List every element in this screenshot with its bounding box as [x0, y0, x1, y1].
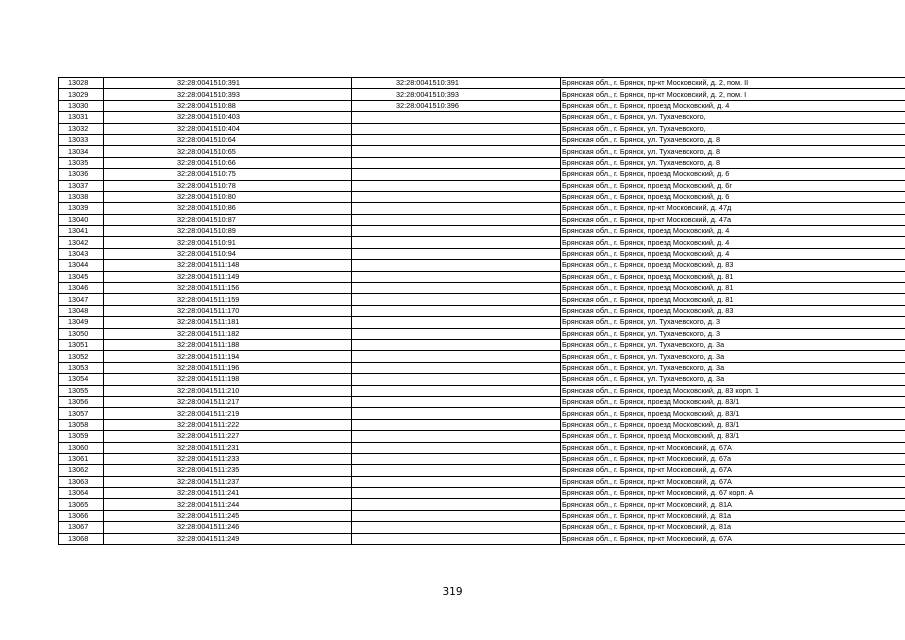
address-cell: Брянская обл., г. Брянск, ул. Тухачевского, д. 3а: [561, 339, 905, 350]
address-cell: Брянская обл., г. Брянск, проезд Московский, д. 81: [561, 283, 905, 294]
parent-cadastral-cell: [352, 431, 561, 442]
row-number-cell: 13042: [59, 237, 104, 248]
cadastral-number-cell: 32:28:0041510:393: [104, 89, 352, 100]
row-number-cell: 13058: [59, 419, 104, 430]
cadastral-number-cell: 32:28:0041510:94: [104, 248, 352, 259]
parent-cadastral-cell: [352, 305, 561, 316]
parent-cadastral-cell: [352, 339, 561, 350]
table-row: [59, 499, 905, 510]
row-number-cell: 13059: [59, 431, 104, 442]
row-number-cell: 13038: [59, 191, 104, 202]
cadastral-table-body: [59, 78, 905, 545]
parent-cadastral-cell: [352, 533, 561, 544]
row-number-cell: 13037: [59, 180, 104, 191]
cadastral-number-cell: 32:28:0041510:404: [104, 123, 352, 134]
address-cell: Брянская обл., г. Брянск, пр-кт Московский, д. 67 корп. А: [561, 488, 905, 499]
parent-cadastral-cell: [352, 226, 561, 237]
cadastral-number-cell: 32:28:0041511:194: [104, 351, 352, 362]
table-row: [59, 112, 905, 123]
cadastral-number-cell: 32:28:0041510:75: [104, 169, 352, 180]
table-row: [59, 465, 905, 476]
row-number-cell: 13046: [59, 283, 104, 294]
address-cell: Брянская обл., г. Брянск, проезд Московский, д. 4: [561, 248, 905, 259]
table-row: [59, 305, 905, 316]
table-row: [59, 385, 905, 396]
row-number-cell: 13050: [59, 328, 104, 339]
address-cell: Брянская обл., г. Брянск, пр-кт Московский, д. 67А: [561, 442, 905, 453]
row-number-cell: 13065: [59, 499, 104, 510]
address-cell: Брянская обл., г. Брянск, проезд Московский, д. 81: [561, 271, 905, 282]
cadastral-number-cell: 32:28:0041511:249: [104, 533, 352, 544]
row-number-cell: 13030: [59, 100, 104, 111]
parent-cadastral-cell: [352, 294, 561, 305]
cadastral-number-cell: 32:28:0041510:88: [104, 100, 352, 111]
address-cell: Брянская обл., г. Брянск, проезд Московский, д. 83 корп. 1: [561, 385, 905, 396]
address-cell: Брянская обл., г. Брянск, пр-кт Московский, д. 81а: [561, 522, 905, 533]
row-number-cell: 13061: [59, 453, 104, 464]
cadastral-number-cell: 32:28:0041511:219: [104, 408, 352, 419]
table-row: [59, 146, 905, 157]
table-row: [59, 339, 905, 350]
parent-cadastral-cell: 32:28:0041510:393: [352, 89, 561, 100]
address-cell: Брянская обл., г. Брянск, проезд Московский, д. 4: [561, 100, 905, 111]
table-row: [59, 408, 905, 419]
row-number-cell: 13043: [59, 248, 104, 259]
table-row: [59, 203, 905, 214]
row-number-cell: 13044: [59, 260, 104, 271]
table-row: [59, 476, 905, 487]
table-row: [59, 419, 905, 430]
parent-cadastral-cell: [352, 476, 561, 487]
parent-cadastral-cell: [352, 134, 561, 145]
address-cell: Брянская обл., г. Брянск, пр-кт Московский, д. 81а: [561, 510, 905, 521]
row-number-cell: 13029: [59, 89, 104, 100]
cadastral-number-cell: 32:28:0041511:233: [104, 453, 352, 464]
address-cell: Брянская обл., г. Брянск, ул. Тухачевского, д. 3а: [561, 351, 905, 362]
address-cell: Брянская обл., г. Брянск, пр-кт Московский, д. 47а: [561, 214, 905, 225]
parent-cadastral-cell: [352, 169, 561, 180]
cadastral-number-cell: 32:28:0041511:237: [104, 476, 352, 487]
parent-cadastral-cell: [352, 351, 561, 362]
parent-cadastral-cell: [352, 237, 561, 248]
cadastral-number-cell: 32:28:0041510:89: [104, 226, 352, 237]
row-number-cell: 13033: [59, 134, 104, 145]
row-number-cell: 13063: [59, 476, 104, 487]
address-cell: Брянская обл., г. Брянск, проезд Московский, д. 83: [561, 260, 905, 271]
table-row: [59, 488, 905, 499]
address-cell: Брянская обл., г. Брянск, пр-кт Московский, д. 67А: [561, 465, 905, 476]
row-number-cell: 13028: [59, 78, 104, 89]
address-cell: Брянская обл., г. Брянск, проезд Московский, д. 83/1: [561, 431, 905, 442]
table-row: [59, 294, 905, 305]
parent-cadastral-cell: [352, 317, 561, 328]
cadastral-number-cell: 32:28:0041510:391: [104, 78, 352, 89]
row-number-cell: 13031: [59, 112, 104, 123]
row-number-cell: 13052: [59, 351, 104, 362]
address-cell: Брянская обл., г. Брянск, ул. Тухачевского, д. 3: [561, 328, 905, 339]
table-row: [59, 396, 905, 407]
parent-cadastral-cell: [352, 248, 561, 259]
row-number-cell: 13036: [59, 169, 104, 180]
parent-cadastral-cell: [352, 191, 561, 202]
row-number-cell: 13064: [59, 488, 104, 499]
address-cell: Брянская обл., г. Брянск, проезд Московский, д. 6г: [561, 180, 905, 191]
cadastral-number-cell: 32:28:0041511:244: [104, 499, 352, 510]
table-row: [59, 328, 905, 339]
table-row: [59, 283, 905, 294]
cadastral-number-cell: 32:28:0041511:188: [104, 339, 352, 350]
cadastral-number-cell: 32:28:0041511:170: [104, 305, 352, 316]
row-number-cell: 13062: [59, 465, 104, 476]
row-number-cell: 13056: [59, 396, 104, 407]
address-cell: Брянская обл., г. Брянск, пр-кт Московский, д. 67а: [561, 453, 905, 464]
table-row: [59, 191, 905, 202]
row-number-cell: 13048: [59, 305, 104, 316]
table-row: [59, 260, 905, 271]
address-cell: Брянская обл., г. Брянск, пр-кт Московский, д. 47д: [561, 203, 905, 214]
parent-cadastral-cell: [352, 271, 561, 282]
cadastral-number-cell: 32:28:0041510:65: [104, 146, 352, 157]
parent-cadastral-cell: [352, 328, 561, 339]
parent-cadastral-cell: [352, 214, 561, 225]
address-cell: Брянская обл., г. Брянск, ул. Тухачевского, д. 8: [561, 146, 905, 157]
table-row: [59, 248, 905, 259]
parent-cadastral-cell: [352, 385, 561, 396]
row-number-cell: 13047: [59, 294, 104, 305]
table-row: [59, 226, 905, 237]
address-cell: Брянская обл., г. Брянск, пр-кт Московский, д. 2, пом. II: [561, 78, 905, 89]
cadastral-number-cell: 32:28:0041511:246: [104, 522, 352, 533]
row-number-cell: 13055: [59, 385, 104, 396]
parent-cadastral-cell: [352, 362, 561, 373]
parent-cadastral-cell: [352, 499, 561, 510]
table-row: [59, 522, 905, 533]
table-row: [59, 134, 905, 145]
address-cell: Брянская обл., г. Брянск, ул. Тухачевского, д. 3а: [561, 374, 905, 385]
row-number-cell: 13068: [59, 533, 104, 544]
address-cell: Брянская обл., г. Брянск, ул. Тухачевского, д. 8: [561, 134, 905, 145]
cadastral-number-cell: 32:28:0041510:80: [104, 191, 352, 202]
parent-cadastral-cell: [352, 157, 561, 168]
table-row: [59, 431, 905, 442]
row-number-cell: 13045: [59, 271, 104, 282]
table-row: [59, 89, 905, 100]
row-number-cell: 13039: [59, 203, 104, 214]
cadastral-number-cell: 32:28:0041511:231: [104, 442, 352, 453]
cadastral-number-cell: 32:28:0041510:91: [104, 237, 352, 248]
address-cell: Брянская обл., г. Брянск, проезд Московский, д. 83/1: [561, 408, 905, 419]
cadastral-number-cell: 32:28:0041511:148: [104, 260, 352, 271]
table-row: [59, 510, 905, 521]
table-row: [59, 169, 905, 180]
address-cell: Брянская обл., г. Брянск, проезд Московский, д. 6: [561, 191, 905, 202]
address-cell: Брянская обл., г. Брянск, проезд Московский, д. 6: [561, 169, 905, 180]
table-row: [59, 157, 905, 168]
row-number-cell: 13041: [59, 226, 104, 237]
cadastral-number-cell: 32:28:0041511:181: [104, 317, 352, 328]
parent-cadastral-cell: 32:28:0041510:391: [352, 78, 561, 89]
address-cell: Брянская обл., г. Брянск, пр-кт Московский, д. 67А: [561, 533, 905, 544]
address-cell: Брянская обл., г. Брянск, ул. Тухачевского, д. 3: [561, 317, 905, 328]
address-cell: Брянская обл., г. Брянск, ул. Тухачевского, д. 8: [561, 157, 905, 168]
cadastral-number-cell: 32:28:0041511:210: [104, 385, 352, 396]
row-number-cell: 13057: [59, 408, 104, 419]
address-cell: Брянская обл., г. Брянск, проезд Московский, д. 81: [561, 294, 905, 305]
address-cell: Брянская обл., г. Брянск, проезд Московский, д. 83: [561, 305, 905, 316]
parent-cadastral-cell: [352, 112, 561, 123]
cadastral-table: [58, 77, 905, 545]
table-row: [59, 271, 905, 282]
row-number-cell: 13053: [59, 362, 104, 373]
cadastral-number-cell: 32:28:0041510:66: [104, 157, 352, 168]
table-row: [59, 351, 905, 362]
row-number-cell: 13067: [59, 522, 104, 533]
address-cell: Брянская обл., г. Брянск, ул. Тухачевского, д. 3а: [561, 362, 905, 373]
parent-cadastral-cell: [352, 408, 561, 419]
parent-cadastral-cell: [352, 180, 561, 191]
cadastral-number-cell: 32:28:0041510:87: [104, 214, 352, 225]
address-cell: Брянская обл., г. Брянск, пр-кт Московский, д. 67А: [561, 476, 905, 487]
row-number-cell: 13054: [59, 374, 104, 385]
table-row: [59, 442, 905, 453]
row-number-cell: 13035: [59, 157, 104, 168]
table-row: [59, 374, 905, 385]
address-cell: Брянская обл., г. Брянск, проезд Московский, д. 83/1: [561, 396, 905, 407]
parent-cadastral-cell: [352, 396, 561, 407]
parent-cadastral-cell: [352, 374, 561, 385]
parent-cadastral-cell: [352, 522, 561, 533]
table-row: [59, 237, 905, 248]
cadastral-number-cell: 32:28:0041510:403: [104, 112, 352, 123]
parent-cadastral-cell: [352, 123, 561, 134]
cadastral-number-cell: 32:28:0041511:227: [104, 431, 352, 442]
table-row: [59, 214, 905, 225]
parent-cadastral-cell: 32:28:0041510:396: [352, 100, 561, 111]
cadastral-number-cell: 32:28:0041510:64: [104, 134, 352, 145]
cadastral-number-cell: 32:28:0041511:182: [104, 328, 352, 339]
cadastral-number-cell: 32:28:0041511:222: [104, 419, 352, 430]
table-row: [59, 362, 905, 373]
address-cell: Брянская обл., г. Брянск, проезд Московский, д. 83/1: [561, 419, 905, 430]
table-row: [59, 533, 905, 544]
address-cell: Брянская обл., г. Брянск, ул. Тухачевского,: [561, 123, 905, 134]
cadastral-number-cell: 32:28:0041511:235: [104, 465, 352, 476]
address-cell: Брянская обл., г. Брянск, проезд Московский, д. 4: [561, 226, 905, 237]
table-row: [59, 180, 905, 191]
parent-cadastral-cell: [352, 146, 561, 157]
cadastral-number-cell: 32:28:0041510:78: [104, 180, 352, 191]
cadastral-number-cell: 32:28:0041511:156: [104, 283, 352, 294]
cadastral-number-cell: 32:28:0041510:86: [104, 203, 352, 214]
page-number: 319: [442, 586, 463, 598]
cadastral-number-cell: 32:28:0041511:149: [104, 271, 352, 282]
cadastral-number-cell: 32:28:0041511:241: [104, 488, 352, 499]
cadastral-number-cell: 32:28:0041511:159: [104, 294, 352, 305]
row-number-cell: 13060: [59, 442, 104, 453]
row-number-cell: 13040: [59, 214, 104, 225]
table-row: [59, 78, 905, 89]
parent-cadastral-cell: [352, 510, 561, 521]
row-number-cell: 13032: [59, 123, 104, 134]
parent-cadastral-cell: [352, 260, 561, 271]
table-row: [59, 123, 905, 134]
parent-cadastral-cell: [352, 419, 561, 430]
parent-cadastral-cell: [352, 453, 561, 464]
parent-cadastral-cell: [352, 442, 561, 453]
parent-cadastral-cell: [352, 488, 561, 499]
parent-cadastral-cell: [352, 283, 561, 294]
row-number-cell: 13066: [59, 510, 104, 521]
address-cell: Брянская обл., г. Брянск, пр-кт Московский, д. 2, пом. I: [561, 89, 905, 100]
row-number-cell: 13051: [59, 339, 104, 350]
cadastral-number-cell: 32:28:0041511:245: [104, 510, 352, 521]
row-number-cell: 13049: [59, 317, 104, 328]
parent-cadastral-cell: [352, 203, 561, 214]
cadastral-number-cell: 32:28:0041511:196: [104, 362, 352, 373]
table-row: [59, 453, 905, 464]
cadastral-number-cell: 32:28:0041511:198: [104, 374, 352, 385]
cadastral-number-cell: 32:28:0041511:217: [104, 396, 352, 407]
address-cell: Брянская обл., г. Брянск, пр-кт Московский, д. 81А: [561, 499, 905, 510]
table-row: [59, 100, 905, 111]
table-row: [59, 317, 905, 328]
parent-cadastral-cell: [352, 465, 561, 476]
row-number-cell: 13034: [59, 146, 104, 157]
address-cell: Брянская обл., г. Брянск, ул. Тухачевского,: [561, 112, 905, 123]
address-cell: Брянская обл., г. Брянск, проезд Московский, д. 4: [561, 237, 905, 248]
